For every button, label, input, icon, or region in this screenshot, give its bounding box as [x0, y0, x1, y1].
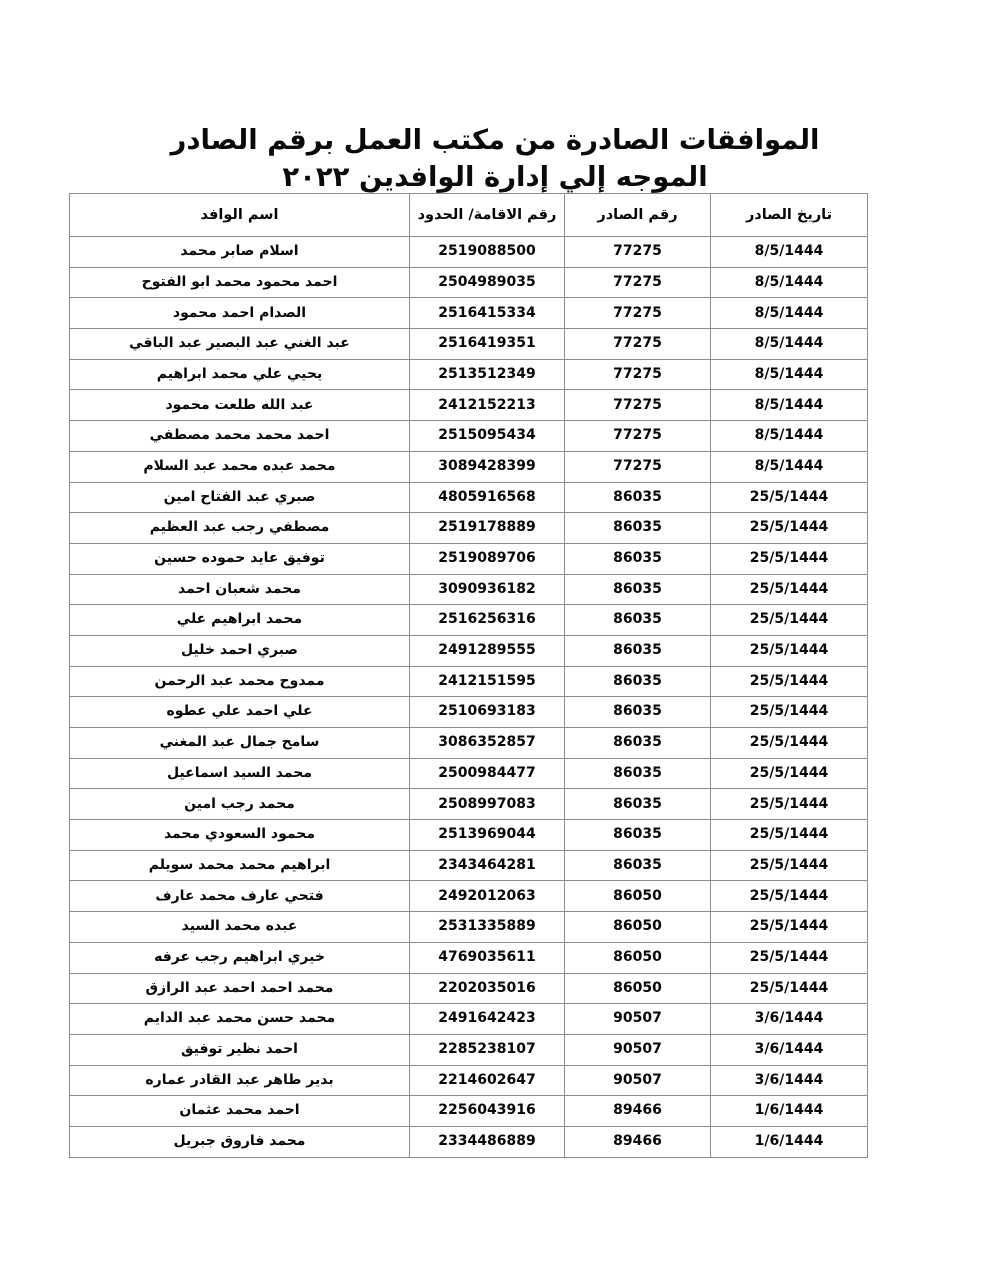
- table-row: [70, 513, 868, 544]
- cell-outgoing-number: 86050: [565, 973, 711, 1004]
- cell-residency-number: 2492012063: [410, 881, 565, 912]
- cell-outgoing-number: 86035: [565, 697, 711, 728]
- table-row: [70, 728, 868, 759]
- cell-name: مصطفي رجب عبد العظيم: [70, 513, 410, 544]
- cell-name: عبد الله طلعت محمود: [70, 390, 410, 421]
- table-header: [70, 194, 868, 237]
- cell-date: 8/5/1444: [711, 421, 868, 452]
- cell-outgoing-number: 77275: [565, 298, 711, 329]
- cell-date: 25/5/1444: [711, 789, 868, 820]
- table-row: [70, 758, 868, 789]
- cell-outgoing-number: 86035: [565, 543, 711, 574]
- cell-outgoing-number: 90507: [565, 1034, 711, 1065]
- cell-residency-number: 2343464281: [410, 850, 565, 881]
- cell-name: خيري ابراهيم رجب عرفه: [70, 942, 410, 973]
- cell-date: 25/5/1444: [711, 574, 868, 605]
- cell-name: محمد احمد احمد عبد الرازق: [70, 973, 410, 1004]
- cell-name: صبري احمد خليل: [70, 635, 410, 666]
- table-row: [70, 329, 868, 360]
- cell-outgoing-number: 86035: [565, 789, 711, 820]
- cell-outgoing-number: 86050: [565, 881, 711, 912]
- table-row: [70, 666, 868, 697]
- cell-name: علي احمد علي عطوه: [70, 697, 410, 728]
- cell-date: 8/5/1444: [711, 298, 868, 329]
- cell-date: 25/5/1444: [711, 728, 868, 759]
- cell-residency-number: 2510693183: [410, 697, 565, 728]
- cell-name: عبد الغني عبد البصير عبد الباقي: [70, 329, 410, 360]
- cell-date: 25/5/1444: [711, 758, 868, 789]
- cell-residency-number: 2519088500: [410, 237, 565, 268]
- cell-outgoing-number: 77275: [565, 359, 711, 390]
- page-title: الموافقات الصادرة من مكتب العمل برقم الصادر الموجه إلي إدارة الوافدين ٢٠٢٢: [160, 124, 820, 193]
- cell-name: سامح جمال عبد المغني: [70, 728, 410, 759]
- table-row: [70, 1065, 868, 1096]
- cell-name: بدير طاهر عبد القادر عماره: [70, 1065, 410, 1096]
- cell-date: 25/5/1444: [711, 942, 868, 973]
- table-row: [70, 1096, 868, 1127]
- cell-residency-number: 2504989035: [410, 267, 565, 298]
- cell-date: 25/5/1444: [711, 635, 868, 666]
- table-row: [70, 605, 868, 636]
- cell-outgoing-number: 77275: [565, 421, 711, 452]
- cell-outgoing-number: 86035: [565, 850, 711, 881]
- table-row: [70, 820, 868, 851]
- cell-residency-number: 2334486889: [410, 1126, 565, 1157]
- cell-residency-number: 2508997083: [410, 789, 565, 820]
- table-row: [70, 850, 868, 881]
- cell-date: 8/5/1444: [711, 359, 868, 390]
- cell-outgoing-number: 77275: [565, 390, 711, 421]
- cell-residency-number: 2531335889: [410, 912, 565, 943]
- cell-name: يحيي علي محمد ابراهيم: [70, 359, 410, 390]
- cell-name: محمد السيد اسماعيل: [70, 758, 410, 789]
- table-row: [70, 451, 868, 482]
- column-header-date: تاريخ الصادر: [711, 194, 868, 237]
- cell-residency-number: 2516415334: [410, 298, 565, 329]
- cell-name: عبده محمد السيد: [70, 912, 410, 943]
- cell-residency-number: 2519089706: [410, 543, 565, 574]
- column-header-name: اسم الوافد: [70, 194, 410, 237]
- cell-residency-number: 2491289555: [410, 635, 565, 666]
- cell-name: محمد حسن محمد عبد الدايم: [70, 1004, 410, 1035]
- cell-date: 25/5/1444: [711, 605, 868, 636]
- cell-residency-number: 3090936182: [410, 574, 565, 605]
- cell-name: صبري عبد الفتاح امين: [70, 482, 410, 513]
- table-row: [70, 267, 868, 298]
- cell-date: 3/6/1444: [711, 1004, 868, 1035]
- cell-date: 3/6/1444: [711, 1065, 868, 1096]
- cell-date: 25/5/1444: [711, 820, 868, 851]
- cell-date: 3/6/1444: [711, 1034, 868, 1065]
- cell-outgoing-number: 86035: [565, 728, 711, 759]
- table-row: [70, 421, 868, 452]
- table-row: [70, 635, 868, 666]
- table-row: [70, 697, 868, 728]
- cell-outgoing-number: 86035: [565, 513, 711, 544]
- cell-residency-number: 2214602647: [410, 1065, 565, 1096]
- approvals-table-container: [70, 193, 868, 1158]
- table-row: [70, 237, 868, 268]
- cell-date: 25/5/1444: [711, 973, 868, 1004]
- cell-residency-number: 3089428399: [410, 451, 565, 482]
- cell-date: 25/5/1444: [711, 881, 868, 912]
- cell-outgoing-number: 86050: [565, 912, 711, 943]
- cell-date: 25/5/1444: [711, 850, 868, 881]
- cell-date: 1/6/1444: [711, 1126, 868, 1157]
- cell-name: اسلام صابر محمد: [70, 237, 410, 268]
- cell-outgoing-number: 90507: [565, 1065, 711, 1096]
- cell-residency-number: 2412152213: [410, 390, 565, 421]
- table-row: [70, 881, 868, 912]
- cell-name: ابراهيم محمد محمد سويلم: [70, 850, 410, 881]
- cell-date: 25/5/1444: [711, 543, 868, 574]
- cell-name: محمد شعبان احمد: [70, 574, 410, 605]
- cell-outgoing-number: 86050: [565, 942, 711, 973]
- cell-outgoing-number: 89466: [565, 1126, 711, 1157]
- cell-name: توفيق عايد حموده حسين: [70, 543, 410, 574]
- cell-outgoing-number: 89466: [565, 1096, 711, 1127]
- approvals-table: [69, 193, 868, 1158]
- cell-residency-number: 2500984477: [410, 758, 565, 789]
- cell-residency-number: 2412151595: [410, 666, 565, 697]
- cell-outgoing-number: 86035: [565, 605, 711, 636]
- cell-outgoing-number: 77275: [565, 267, 711, 298]
- cell-residency-number: 2519178889: [410, 513, 565, 544]
- cell-residency-number: 2516419351: [410, 329, 565, 360]
- cell-residency-number: 2515095434: [410, 421, 565, 452]
- cell-residency-number: 2256043916: [410, 1096, 565, 1127]
- table-row: [70, 942, 868, 973]
- cell-date: 25/5/1444: [711, 666, 868, 697]
- cell-name: الصدام احمد محمود: [70, 298, 410, 329]
- cell-outgoing-number: 77275: [565, 237, 711, 268]
- cell-residency-number: 2202035016: [410, 973, 565, 1004]
- cell-residency-number: 2491642423: [410, 1004, 565, 1035]
- cell-name: احمد نظير توفيق: [70, 1034, 410, 1065]
- cell-outgoing-number: 77275: [565, 451, 711, 482]
- cell-name: محمد عبده محمد عبد السلام: [70, 451, 410, 482]
- cell-outgoing-number: 90507: [565, 1004, 711, 1035]
- cell-date: 8/5/1444: [711, 390, 868, 421]
- cell-name: احمد محمد عثمان: [70, 1096, 410, 1127]
- cell-residency-number: 2513969044: [410, 820, 565, 851]
- cell-outgoing-number: 86035: [565, 482, 711, 513]
- cell-name: محمد فاروق جبريل: [70, 1126, 410, 1157]
- table-row: [70, 543, 868, 574]
- cell-residency-number: 4805916568: [410, 482, 565, 513]
- column-header-outgoing-number: رقم الصادر: [565, 194, 711, 237]
- cell-date: 25/5/1444: [711, 513, 868, 544]
- cell-name: احمد محمود محمد ابو الفتوح: [70, 267, 410, 298]
- cell-name: محمد ابراهيم علي: [70, 605, 410, 636]
- table-row: [70, 390, 868, 421]
- table-row: [70, 789, 868, 820]
- table-row: [70, 359, 868, 390]
- cell-residency-number: 2285238107: [410, 1034, 565, 1065]
- cell-date: 8/5/1444: [711, 267, 868, 298]
- cell-date: 25/5/1444: [711, 482, 868, 513]
- cell-name: فتحي عارف محمد عارف: [70, 881, 410, 912]
- table-row: [70, 973, 868, 1004]
- table-row: [70, 298, 868, 329]
- table-row: [70, 1034, 868, 1065]
- cell-date: 8/5/1444: [711, 237, 868, 268]
- cell-outgoing-number: 86035: [565, 574, 711, 605]
- table-body: [70, 237, 868, 1158]
- cell-outgoing-number: 86035: [565, 666, 711, 697]
- cell-outgoing-number: 86035: [565, 820, 711, 851]
- table-row: [70, 574, 868, 605]
- cell-residency-number: 4769035611: [410, 942, 565, 973]
- cell-outgoing-number: 86035: [565, 758, 711, 789]
- cell-residency-number: 2513512349: [410, 359, 565, 390]
- cell-outgoing-number: 86035: [565, 635, 711, 666]
- cell-date: 25/5/1444: [711, 697, 868, 728]
- cell-name: احمد محمد محمد مصطفي: [70, 421, 410, 452]
- cell-residency-number: 3086352857: [410, 728, 565, 759]
- cell-date: 8/5/1444: [711, 451, 868, 482]
- cell-residency-number: 2516256316: [410, 605, 565, 636]
- column-header-residency-number: رقم الاقامة/ الحدود: [410, 194, 565, 237]
- cell-name: ممدوح محمد عبد الرحمن: [70, 666, 410, 697]
- cell-name: محمد رجب امين: [70, 789, 410, 820]
- cell-date: 1/6/1444: [711, 1096, 868, 1127]
- table-row: [70, 482, 868, 513]
- table-header-row: [70, 194, 868, 237]
- table-row: [70, 1004, 868, 1035]
- cell-name: محمود السعودي محمد: [70, 820, 410, 851]
- table-row: [70, 912, 868, 943]
- cell-date: 8/5/1444: [711, 329, 868, 360]
- cell-outgoing-number: 77275: [565, 329, 711, 360]
- table-row: [70, 1126, 868, 1157]
- cell-date: 25/5/1444: [711, 912, 868, 943]
